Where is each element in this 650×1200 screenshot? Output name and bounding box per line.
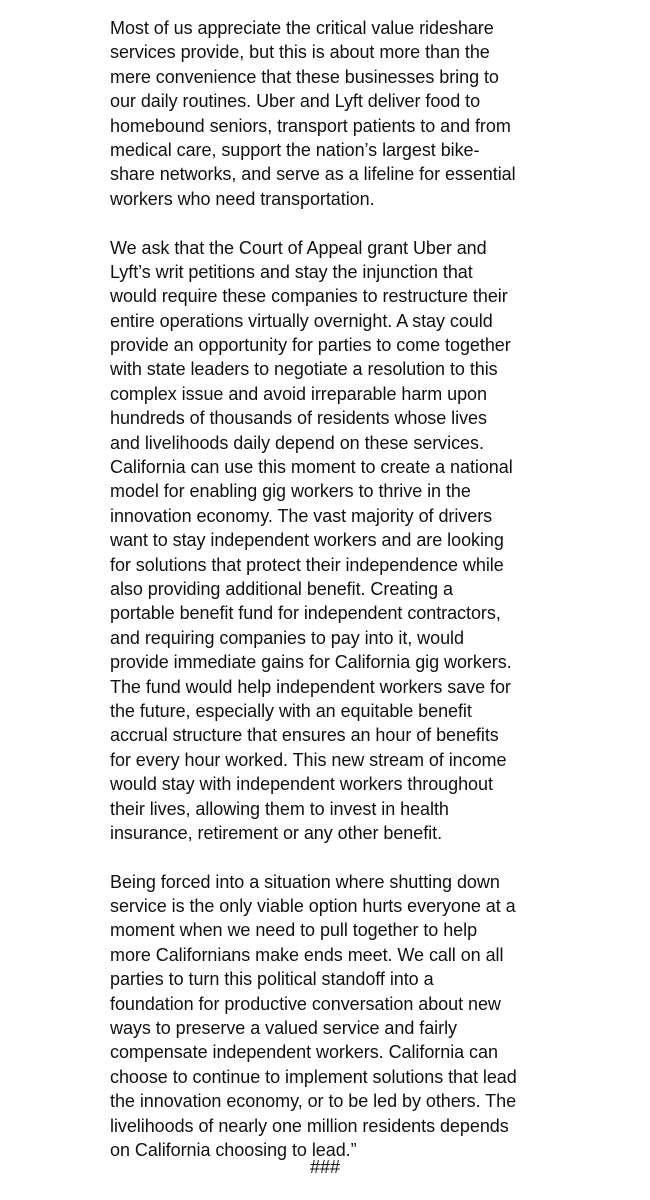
text-line: with state leaders to negotiate a resolution to this <box>110 359 498 380</box>
text-line: services provide, but this is about more than the <box>110 42 490 63</box>
text-line: homebound seniors, transport patients to and from <box>110 115 511 136</box>
text-line: more Californians make ends meet. We call on all <box>110 944 504 965</box>
text-line: We ask that the Court of Appeal grant Uber and <box>110 237 487 258</box>
text-line: Being forced into a situation where shutting down <box>110 871 500 892</box>
text-line: the innovation economy, or to be led by others. The <box>110 1091 517 1112</box>
paragraph-court-of-appeal <box>110 236 550 846</box>
text-line: livelihoods of nearly one million residents depends <box>110 1115 509 1136</box>
text-line: share networks, and serve as a lifeline for essential <box>110 164 516 185</box>
text-line: ways to preserve a valued service and fairly <box>110 1018 457 1039</box>
text-line: parties to turn this political standoff into a <box>110 969 434 990</box>
paragraph-spacer <box>110 211 550 235</box>
text-line: mere convenience that these businesses bring to <box>110 66 499 87</box>
text-line: our daily routines. Uber and Lyft deliver food to <box>110 91 481 112</box>
text-line: choose to continue to implement solutions that lead <box>110 1066 517 1087</box>
text-line: the future, especially with an equitable benefit <box>110 700 472 721</box>
text-line: also providing additional benefit. Creating a <box>110 578 453 599</box>
text-line: hundreds of thousands of residents whose lives <box>110 408 487 429</box>
paragraph-rideshare-value <box>110 16 550 211</box>
text-line: provide an opportunity for parties to come together <box>110 335 511 356</box>
text-line: and requiring companies to pay into it, would <box>110 627 464 648</box>
text-line: Lyft’s writ petitions and stay the injunction that <box>110 261 473 282</box>
text-line: for every hour worked. This new stream of income <box>110 749 507 770</box>
text-line: would stay with independent workers throughout <box>110 774 493 795</box>
text-line: medical care, support the nation’s largest bike- <box>110 139 480 160</box>
document-body <box>110 16 550 1162</box>
text-line: entire operations virtually overnight. A stay could <box>110 310 493 331</box>
text-line: and livelihoods daily depend on these services. <box>110 432 484 453</box>
paragraph-closing-appeal <box>110 870 550 1163</box>
text-line: compensate independent workers. California can <box>110 1042 498 1063</box>
end-of-release-mark: ### <box>309 1157 341 1177</box>
text-line: for solutions that protect their independence while <box>110 554 504 575</box>
text-line: innovation economy. The vast majority of drivers <box>110 505 493 526</box>
text-line: accrual structure that ensures an hour of benefits <box>110 725 499 746</box>
text-line: model for enabling gig workers to thrive in the <box>110 481 471 502</box>
text-line: California can use this moment to create a national <box>110 457 513 478</box>
text-line: their lives, allowing them to invest in health <box>110 798 449 819</box>
text-line: foundation for productive conversation about new <box>110 993 501 1014</box>
text-line: portable benefit fund for independent contractors, <box>110 603 501 624</box>
text-line: workers who need transportation. <box>110 188 375 209</box>
text-line: Most of us appreciate the critical value rideshare <box>110 18 494 38</box>
text-line: want to stay independent workers and are looking <box>110 530 504 551</box>
text-line: would require these companies to restructure their <box>110 286 508 307</box>
text-line: service is the only viable option hurts everyone at a <box>110 896 516 917</box>
text-line: The fund would help independent workers save for <box>110 676 511 697</box>
text-line: complex issue and avoid irreparable harm upon <box>110 383 487 404</box>
text-line: moment when we need to pull together to help <box>110 920 478 941</box>
paragraph-spacer <box>110 845 550 869</box>
text-line: insurance, retirement or any other benefit. <box>110 822 443 843</box>
text-line: on California choosing to lead.” <box>110 1139 357 1160</box>
text-line: provide immediate gains for California gig workers. <box>110 652 512 673</box>
